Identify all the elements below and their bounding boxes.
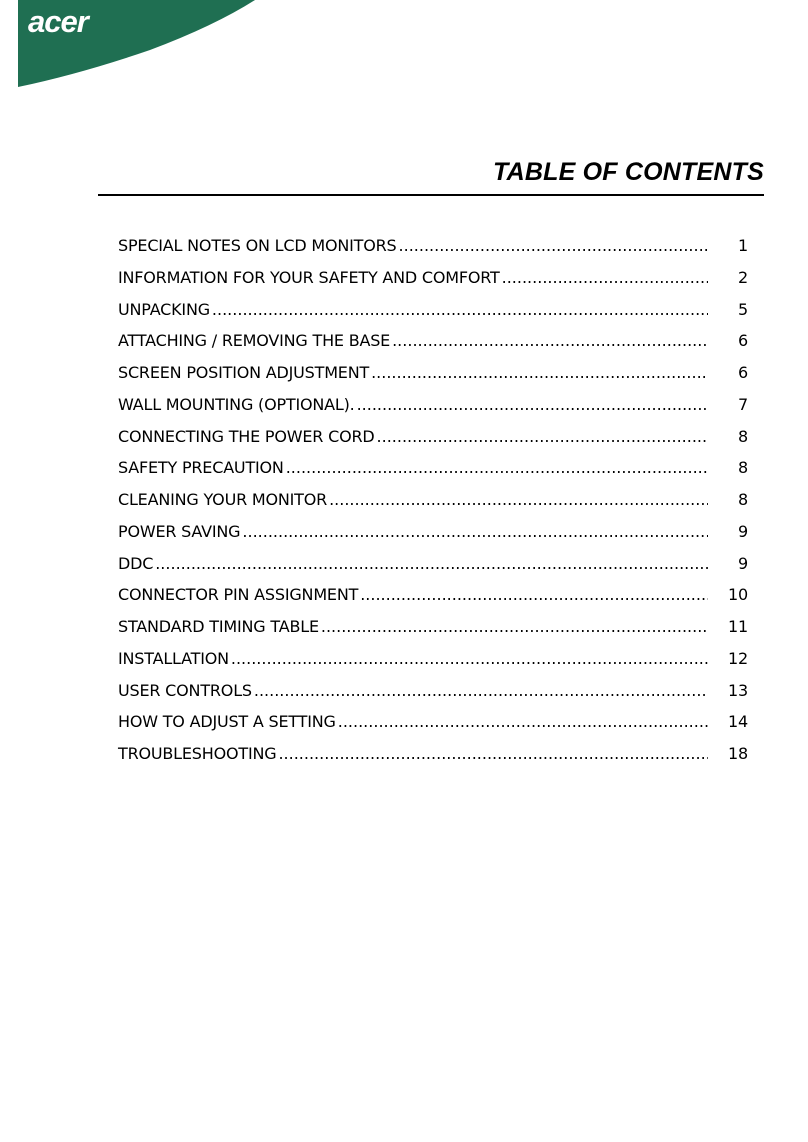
- toc-entry-screen-position[interactable]: [118, 363, 748, 395]
- toc-page-number: 2: [738, 267, 748, 287]
- toc-entry-title: DDC: [118, 553, 154, 573]
- toc-entry-title: HOW TO ADJUST A SETTING: [118, 712, 336, 732]
- toc-entry-attaching-base[interactable]: [118, 331, 748, 363]
- toc-entry-title: INFORMATION FOR YOUR SAFETY AND COMFORT: [118, 267, 500, 287]
- toc-dot-leader: [371, 363, 708, 382]
- toc-entry-ddc[interactable]: [118, 554, 748, 586]
- toc-dot-leader: [231, 649, 708, 668]
- toc-entry-title: SCREEN POSITION ADJUSTMENT: [118, 363, 370, 382]
- toc-page-number: 6: [738, 363, 748, 382]
- toc-entry-adjust-setting[interactable]: [118, 712, 748, 744]
- toc-dot-leader: [338, 712, 708, 731]
- toc-entry-connector-pin[interactable]: [118, 585, 748, 617]
- toc-page-number: 18: [728, 744, 748, 763]
- toc-entry-safety-comfort[interactable]: [118, 268, 748, 300]
- toc-dot-leader: [212, 300, 708, 319]
- table-of-contents-list: [118, 236, 748, 776]
- toc-page-number: 11: [728, 617, 748, 636]
- toc-dot-leader: [254, 681, 708, 700]
- toc-page-number: 8: [738, 490, 748, 509]
- toc-entry-power-cord[interactable]: [118, 427, 748, 459]
- page-title: TABLE OF CONTENTS: [493, 158, 764, 186]
- toc-entry-title: POWER SAVING: [118, 521, 241, 541]
- toc-entry-troubleshooting[interactable]: [118, 744, 748, 776]
- toc-dot-leader: [321, 617, 708, 636]
- toc-page-number: 8: [738, 426, 748, 446]
- toc-entry-title: UNPACKING: [118, 299, 210, 319]
- toc-page-number: 9: [738, 553, 748, 573]
- toc-dot-leader: [377, 427, 708, 446]
- toc-entry-title: WALL MOUNTING (OPTIONAL).: [118, 394, 355, 414]
- toc-dot-leader: [286, 458, 708, 477]
- toc-page-number: 9: [738, 521, 748, 541]
- toc-page-number: 1: [738, 236, 748, 255]
- toc-dot-leader: [242, 522, 708, 541]
- toc-page-number: 14: [728, 712, 748, 732]
- toc-entry-title: SPECIAL NOTES ON LCD MONITORS: [118, 236, 397, 255]
- toc-page-number: 8: [738, 458, 748, 478]
- toc-entry-title: USER CONTROLS: [118, 680, 252, 700]
- toc-dot-leader: [360, 585, 708, 604]
- toc-entry-title: ATTACHING / REMOVING THE BASE: [118, 331, 391, 351]
- acer-logo: [0, 0, 300, 90]
- toc-entry-title: TROUBLESHOOTING: [118, 744, 277, 763]
- acer-logo-banner: [0, 0, 300, 90]
- toc-page-number: 13: [728, 680, 748, 700]
- title-underline-divider: [98, 194, 764, 196]
- toc-entry-title: STANDARD TIMING TABLE: [118, 617, 319, 636]
- toc-entry-title: SAFETY PRECAUTION: [118, 458, 284, 478]
- toc-page-number: 6: [738, 331, 748, 351]
- toc-page-number: 10: [728, 585, 748, 605]
- toc-entry-installation[interactable]: [118, 649, 748, 681]
- toc-dot-leader: [399, 236, 708, 255]
- toc-entry-power-saving[interactable]: [118, 522, 748, 554]
- logo-wordmark: acer: [28, 4, 88, 39]
- toc-dot-leader: [329, 490, 708, 509]
- toc-dot-leader: [155, 554, 708, 573]
- toc-dot-leader: [357, 395, 708, 414]
- toc-entry-user-controls[interactable]: [118, 681, 748, 713]
- toc-entry-safety-precaution[interactable]: [118, 458, 748, 490]
- toc-dot-leader: [392, 331, 708, 350]
- toc-entry-unpacking[interactable]: [118, 300, 748, 332]
- toc-page-number: 12: [728, 648, 748, 668]
- toc-page-number: 7: [738, 394, 748, 414]
- toc-entry-title: INSTALLATION: [118, 648, 229, 668]
- toc-entry-wall-mounting[interactable]: [118, 395, 748, 427]
- toc-entry-special-notes[interactable]: [118, 236, 748, 268]
- toc-entry-title: CLEANING YOUR MONITOR: [118, 490, 328, 509]
- toc-entry-standard-timing[interactable]: [118, 617, 748, 649]
- toc-dot-leader: [278, 744, 708, 763]
- toc-entry-title: CONNECTING THE POWER CORD: [118, 426, 375, 446]
- toc-page-number: 5: [738, 299, 748, 319]
- toc-dot-leader: [502, 268, 708, 287]
- toc-entry-title: CONNECTOR PIN ASSIGNMENT: [118, 585, 359, 605]
- toc-entry-cleaning-monitor[interactable]: [118, 490, 748, 522]
